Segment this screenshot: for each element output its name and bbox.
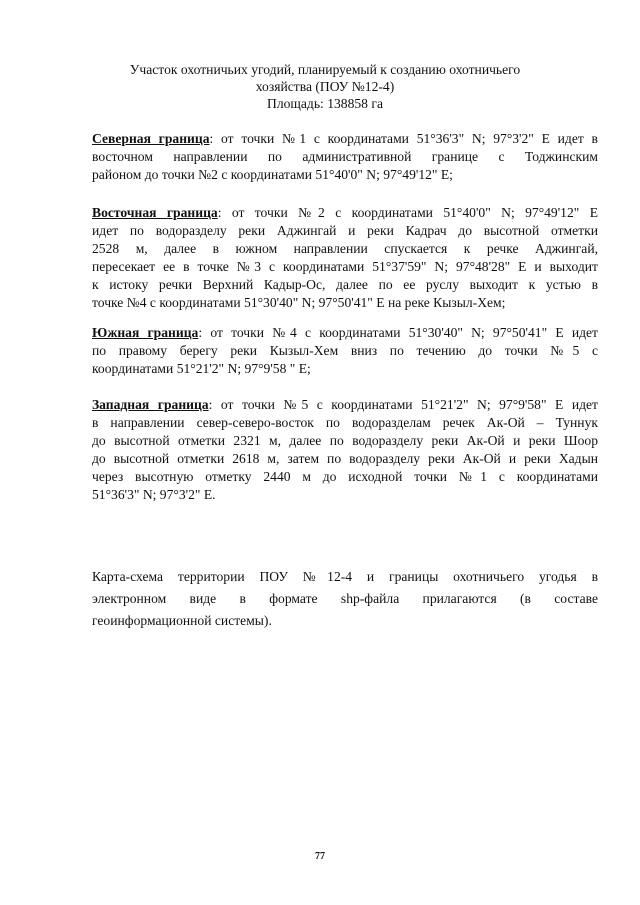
south-boundary-line: Южная граница: от точки №4 с координатами 51°30'40" N; 97°50'41" E идет: [92, 325, 598, 340]
map-note-paragraph: [92, 566, 598, 632]
west-boundary-section: [92, 396, 598, 504]
east-boundary-line: идет по водоразделу реки Аджингай и реки Кадрач до высотной отметки: [92, 223, 598, 238]
east-boundary-line: пересекает ее в точке №3 с координатами 51°37'59" N; 97°48'28" E и выходит: [92, 259, 598, 274]
west-boundary-line: до высотной отметки 2618 м, затем по водоразделу реки Ак-Ой и реки Хадын: [92, 451, 598, 466]
east-boundary-heading: Восточная граница: [92, 205, 218, 220]
north-boundary-section: [92, 130, 598, 184]
south-boundary-section: [92, 324, 598, 378]
south-boundary-line: по правому берегу реки Кызыл-Хем вниз по течению до точки №5 с: [92, 343, 598, 358]
north-boundary-line: Северная граница: от точки №1 с координатами 51°36'3" N; 97°3'2" E идет в: [92, 131, 598, 146]
page-number: 77: [315, 851, 325, 862]
document-header: [60, 61, 590, 112]
west-boundary-line: в направлении север-северо-восток по водоразделам речек Ак-Ой – Туннук: [92, 415, 598, 430]
east-boundary-section: [92, 204, 598, 312]
east-boundary-line: Восточная граница: от точки №2 с координатами 51°40'0" N; 97°49'12" E: [92, 205, 598, 220]
north-boundary-line: восточном направлении по административной границе с Тоджинским: [92, 149, 598, 164]
south-boundary-heading: Южная граница: [92, 325, 199, 340]
east-boundary-line: точке №4 с координатами 51°30'40" N; 97°50'41" E на реке Кызыл-Хем;: [92, 295, 506, 310]
header-title-line1: Участок охотничьих угодий, планируемый к созданию охотничьего: [129, 62, 521, 77]
south-boundary-line: координатами 51°21'2" N; 97°9'58 " E;: [92, 361, 311, 376]
header-title-line2: хозяйства (ПОУ №12-4): [255, 79, 395, 94]
map-note-line: электронном виде в формате shp-файла прилагаются (в составе: [92, 591, 598, 606]
map-note-line: Карта-схема территории ПОУ №12-4 и границы охотничьего угодья в: [92, 569, 598, 584]
north-boundary-heading: Северная граница: [92, 131, 210, 146]
east-boundary-line: 2528 м, далее в южном направлении спускается к речке Аджингай,: [92, 241, 598, 256]
west-boundary-line: через высотную отметку 2440 м до исходной точки №1 с координатами: [92, 469, 598, 484]
west-boundary-line: 51°36'3" N; 97°3'2" E.: [92, 487, 216, 502]
west-boundary-line: Западная граница: от точки №5 с координатами 51°21'2" N; 97°9'58" E идет: [92, 397, 598, 412]
map-note-line: геоинформационной системы).: [92, 613, 272, 628]
east-boundary-line: к истоку речки Верхний Кадыр-Ос, далее по ее руслу выходит к устью в: [92, 277, 598, 292]
west-boundary-line: до высотной отметки 2321 м, далее по водоразделу реки Ак-Ой и реки Шоор: [92, 433, 598, 448]
west-boundary-heading: Западная граница: [92, 397, 209, 412]
header-area: Площадь: 138858 га: [267, 96, 383, 111]
north-boundary-line: районом до точки №2 с координатами 51°40'0" N; 97°49'12" E;: [92, 167, 453, 182]
